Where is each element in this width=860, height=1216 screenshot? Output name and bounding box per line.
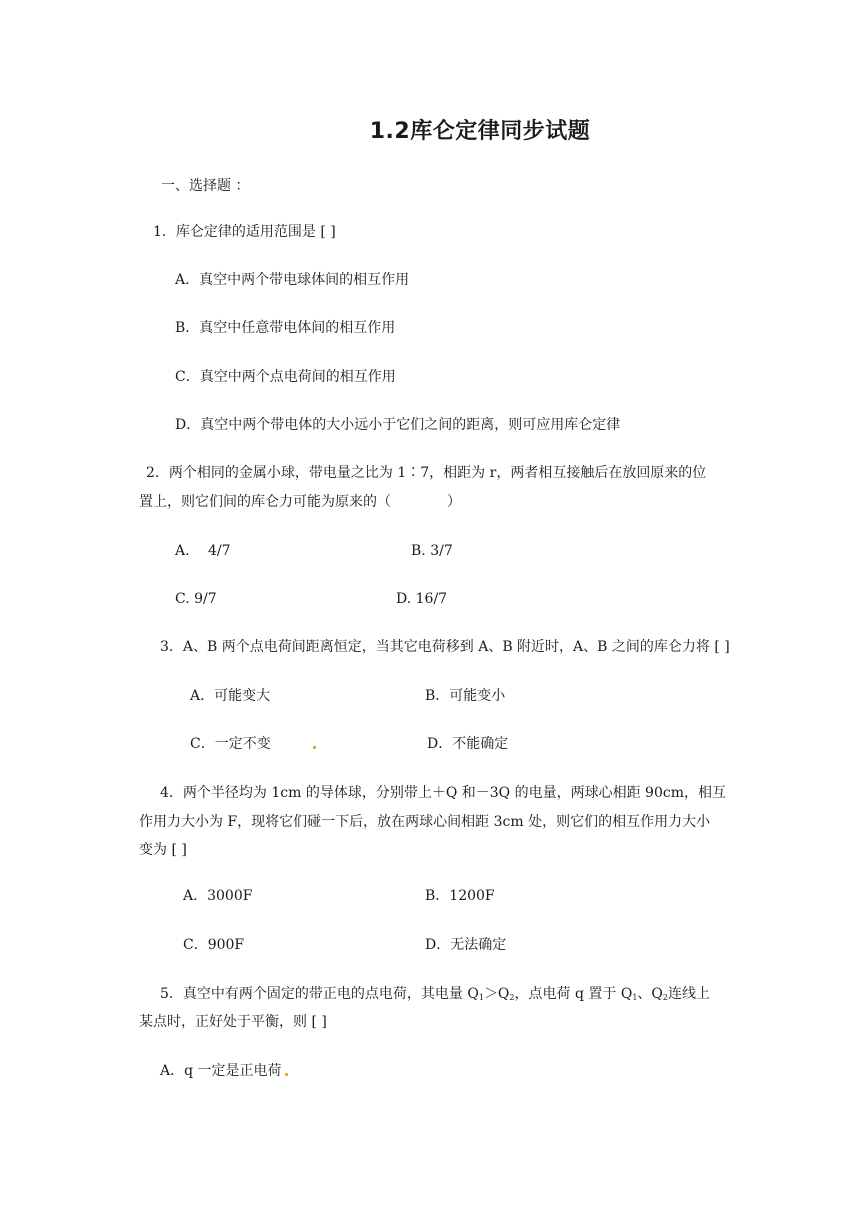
stray-mark [313, 746, 316, 749]
question-2-option-a: A. 4/7 [175, 543, 231, 559]
question-4-stem-line-2: 作用力大小为 F，现将它们碰一下后，放在两球心间相距 3cm 处，则它们的相互作用力大小 [139, 814, 711, 830]
question-2-option-d: D. 16/7 [396, 591, 448, 607]
question-5-option-a: A．q 一定是正电荷 [160, 1063, 282, 1079]
question-4-option-c: C．900F [183, 937, 245, 953]
question-2-stem-line-1: 2．两个相同的金属小球，带电量之比为 1∶7，相距为 r，两者相互接触后在放回原来的位 [146, 465, 707, 481]
question-1-option-d: D．真空中两个带电体的大小远小于它们之间的距离，则可应用库仑定律 [175, 417, 621, 433]
question-3-option-c: C．一定不变 [190, 736, 271, 752]
question-4-option-a: A．3000F [183, 888, 253, 904]
question-4-stem-line-1: 4．两个半径均为 1cm 的导体球，分别带上＋Q 和－3Q 的电量，两球心相距 90cm，相互 [160, 785, 726, 801]
question-3-option-b: B．可能变小 [425, 688, 506, 704]
question-2-stem-line-2: 置上，则它们间的库仑力可能为原来的（ ） [139, 494, 461, 510]
question-3-stem: 3．A、B 两个点电荷间距离恒定，当其它电荷移到 A、B 附近时，A、B 之间的库仑力将 [ ] [160, 639, 730, 655]
question-4-stem-line-3: 变为 [ ] [139, 842, 187, 858]
question-2-option-c: C. 9/7 [175, 591, 217, 607]
question-4-option-d: D．无法确定 [425, 937, 507, 953]
question-2-option-b: B. 3/7 [411, 543, 453, 559]
section-heading: 一、选择题 ： [161, 178, 250, 194]
question-4-option-b: B．1200F [425, 888, 495, 904]
question-1-option-b: B．真空中任意带电体间的相互作用 [175, 320, 396, 336]
question-1-stem: 1．库仑定律的适用范围是 [ ] [153, 224, 336, 240]
question-5-stem-line-1: 5．真空中有两个固定的带正电的点电荷，其电量 $Q_1>Q_2$，点电荷 q 置于 $Q_1$、$Q_2$连线上 [160, 986, 710, 1002]
question-1-option-c: C．真空中两个点电荷间的相互作用 [175, 369, 396, 385]
question-5-stem-line-2: 某点时，正好处于平衡，则 [ ] [139, 1014, 327, 1030]
question-1-option-a: A．真空中两个带电球体间的相互作用 [175, 272, 410, 288]
question-3-option-a: A．可能变大 [190, 688, 271, 704]
stray-mark [285, 1073, 288, 1076]
page-title: 1.2库仑定律同步试题 [369, 119, 591, 144]
question-3-option-d: D．不能确定 [427, 736, 509, 752]
